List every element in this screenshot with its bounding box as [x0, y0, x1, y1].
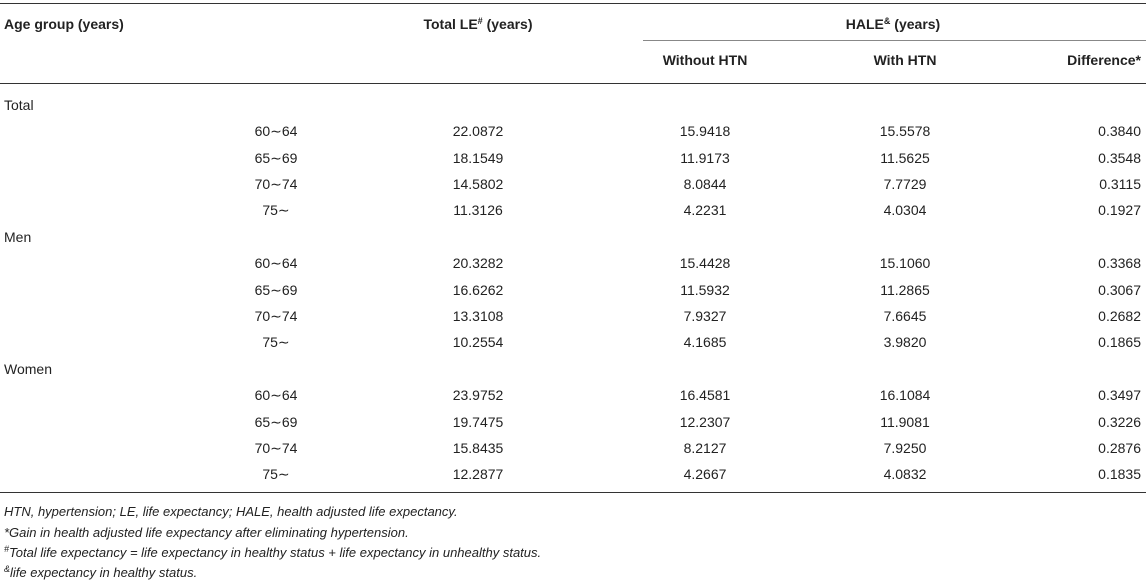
age-cell: 60∼64 [254, 255, 298, 271]
col-header-with-htn: With HTN [873, 52, 937, 68]
age-cell: 65∼69 [254, 282, 298, 298]
le-cell: 23.9752 [452, 387, 504, 403]
le-cell: 20.3282 [452, 255, 504, 271]
without-htn-cell: 16.4581 [679, 387, 731, 403]
difference-cell: 0.2876 [1098, 440, 1141, 456]
header-bottom-rule [0, 83, 1146, 84]
col-header-hale [846, 15, 940, 33]
difference-cell: 0.1927 [1098, 202, 1141, 218]
age-cell: 70∼74 [254, 176, 298, 192]
age-cell: 70∼74 [254, 440, 298, 456]
with-htn-cell: 4.0832 [883, 466, 927, 482]
footnote-amp [4, 565, 197, 581]
footnote-abbreviations: HTN, hypertension; LE, life expectancy; HALE, health adjusted life expectancy. [4, 504, 458, 519]
difference-cell: 0.3067 [1098, 282, 1141, 298]
col-header-difference: Difference* [1067, 52, 1141, 68]
le-cell: 18.1549 [452, 150, 504, 166]
difference-cell: 0.3226 [1098, 414, 1141, 430]
le-cell: 19.7475 [452, 414, 504, 430]
footnote-amp-text: life expectancy in healthy status. [10, 565, 198, 580]
le-cell: 14.5802 [452, 176, 504, 192]
without-htn-cell: 8.0844 [683, 176, 727, 192]
age-cell: 65∼69 [254, 414, 298, 430]
hale-mark: & [883, 16, 891, 26]
footnote-amp-mark: & [4, 564, 11, 574]
with-htn-cell: 7.6645 [883, 308, 927, 324]
footnote-star: *Gain in health adjusted life expectancy after eliminating hypertension. [4, 525, 409, 540]
group-label-women: Women [4, 361, 52, 377]
group-label-men: Men [4, 229, 32, 245]
group-label-total: Total [4, 97, 34, 113]
le-cell: 15.8435 [452, 440, 504, 456]
with-htn-cell: 11.9081 [880, 414, 930, 430]
hale-label: HALE [845, 16, 884, 32]
without-htn-cell: 4.1685 [683, 334, 727, 350]
without-htn-cell: 8.2127 [683, 440, 727, 456]
table-bottom-rule [0, 492, 1146, 493]
with-htn-cell: 16.1084 [879, 387, 931, 403]
with-htn-cell: 11.5625 [880, 150, 930, 166]
age-cell: 65∼69 [254, 150, 298, 166]
with-htn-cell: 7.9250 [883, 440, 927, 456]
age-cell: 75∼ [262, 466, 290, 482]
without-htn-cell: 15.9418 [679, 123, 731, 139]
difference-cell: 0.1835 [1098, 466, 1141, 482]
total-le-label: Total LE [423, 16, 478, 32]
with-htn-cell: 15.5578 [879, 123, 931, 139]
without-htn-cell: 7.9327 [683, 308, 727, 324]
col-header-age-group: Age group (years) [4, 16, 124, 32]
age-cell: 60∼64 [254, 387, 298, 403]
le-cell: 12.2877 [452, 466, 504, 482]
le-cell: 16.6262 [452, 282, 504, 298]
footnote-hash-text: Total life expectancy = life expectancy in healthy status + life expectancy in unhealthy status. [9, 545, 542, 560]
without-htn-cell: 11.9173 [680, 150, 730, 166]
without-htn-cell: 4.2231 [683, 202, 727, 218]
footnote-hash [4, 545, 541, 561]
le-cell: 10.2554 [452, 334, 504, 350]
footnote-hash-mark: # [4, 544, 10, 554]
hale-group-rule [643, 40, 1146, 41]
age-cell: 75∼ [262, 334, 290, 350]
age-cell: 60∼64 [254, 123, 298, 139]
le-cell: 11.3126 [453, 202, 503, 218]
difference-cell: 0.3548 [1098, 150, 1141, 166]
col-header-total-le [423, 15, 532, 33]
total-le-mark: # [477, 16, 483, 26]
age-cell: 70∼74 [254, 308, 298, 324]
difference-cell: 0.3368 [1098, 255, 1141, 271]
with-htn-cell: 11.2865 [880, 282, 930, 298]
le-cell: 13.3108 [452, 308, 504, 324]
without-htn-cell: 15.4428 [679, 255, 731, 271]
with-htn-cell: 15.1060 [879, 255, 931, 271]
difference-cell: 0.1865 [1098, 334, 1141, 350]
le-cell: 22.0872 [452, 123, 504, 139]
table-top-rule [0, 3, 1146, 4]
hale-unit: (years) [890, 16, 941, 32]
difference-cell: 0.3115 [1099, 176, 1141, 192]
with-htn-cell: 3.9820 [883, 334, 927, 350]
without-htn-cell: 4.2667 [683, 466, 727, 482]
age-cell: 75∼ [262, 202, 290, 218]
difference-cell: 0.3840 [1098, 123, 1141, 139]
col-header-without-htn: Without HTN [662, 52, 748, 68]
with-htn-cell: 4.0304 [883, 202, 927, 218]
without-htn-cell: 12.2307 [679, 414, 731, 430]
difference-cell: 0.2682 [1098, 308, 1141, 324]
without-htn-cell: 11.5932 [680, 282, 730, 298]
total-le-unit: (years) [482, 16, 533, 32]
difference-cell: 0.3497 [1098, 387, 1141, 403]
with-htn-cell: 7.7729 [883, 176, 927, 192]
